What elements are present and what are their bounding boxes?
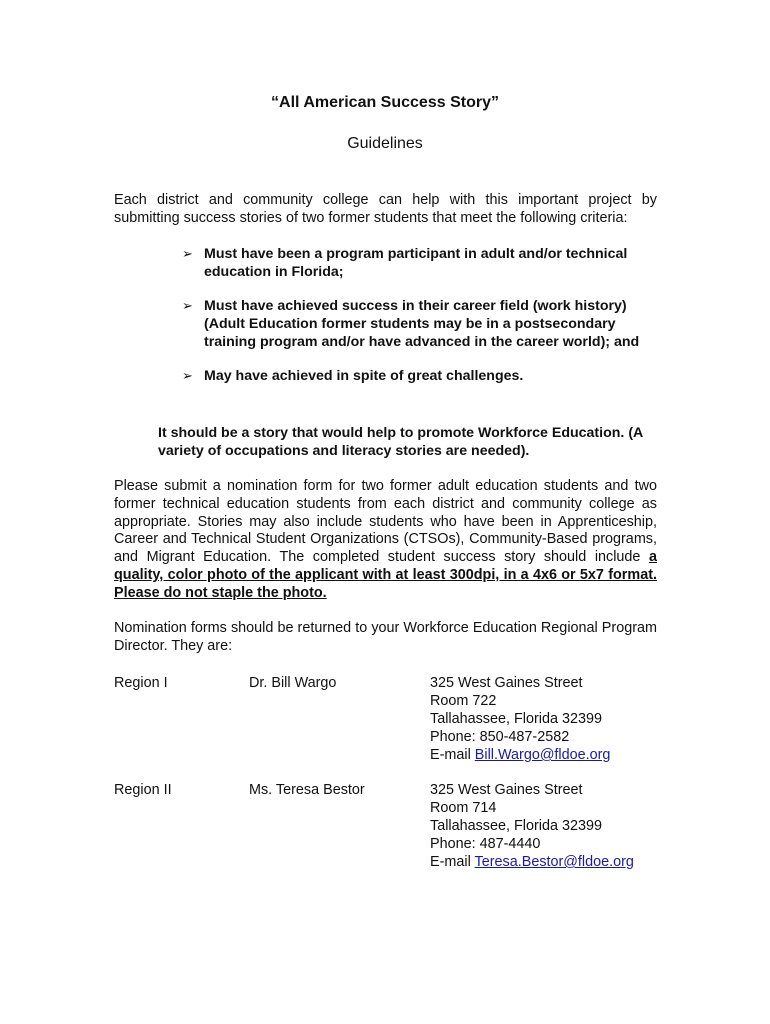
region-label: Region II bbox=[114, 782, 172, 798]
address-city: Tallahassee, Florida 32399 bbox=[430, 711, 602, 727]
criteria-item bbox=[182, 297, 657, 351]
submission-paragraph bbox=[114, 478, 657, 603]
document-title: “All American Success Story” bbox=[271, 94, 499, 111]
address-room: Room 722 bbox=[430, 693, 497, 709]
arrow-bullet-icon: ➢ bbox=[182, 368, 193, 383]
criteria-text: Must have been a program participant in adult and/or technical education in Florida; bbox=[204, 246, 628, 280]
director-name: Dr. Bill Wargo bbox=[249, 675, 337, 691]
email-label: E-mail bbox=[430, 747, 471, 763]
director-address bbox=[430, 781, 634, 871]
address-street: 325 West Gaines Street bbox=[430, 675, 583, 691]
address-email-line bbox=[430, 853, 634, 871]
address-phone: Phone: 850-487-2582 bbox=[430, 729, 570, 745]
criteria-text: May have achieved in spite of great challenges. bbox=[204, 368, 524, 384]
arrow-bullet-icon: ➢ bbox=[182, 246, 193, 261]
submission-text: Please submit a nomination form for two former adult education students and two former technical education students from each district and community college as appropriate. Stories may also include students who have been in Apprenticeship, Career and Technical Student Organizations (CTSOs), Community-Based programs, and Migrant Education. The completed student success story should include bbox=[114, 478, 657, 566]
address-city: Tallahassee, Florida 32399 bbox=[430, 818, 602, 834]
email-link[interactable]: Bill.Wargo@fldoe.org bbox=[474, 747, 611, 763]
criteria-text: Must have achieved success in their career field (work history) (Adult Education former students may be in a postsecondary training program and/or have advanced in the career world); and bbox=[204, 298, 640, 350]
address-street: 325 West Gaines Street bbox=[430, 782, 583, 798]
address-room: Room 714 bbox=[430, 800, 497, 816]
address-phone: Phone: 487-4440 bbox=[430, 836, 541, 852]
criteria-item bbox=[182, 245, 657, 281]
document-subtitle: Guidelines bbox=[347, 135, 423, 152]
arrow-bullet-icon: ➢ bbox=[182, 298, 193, 313]
promotion-note: It should be a story that would help to promote Workforce Education. (A variety of occupations and literacy stories are needed). bbox=[158, 425, 643, 459]
region-label: Region I bbox=[114, 675, 168, 691]
director-name: Ms. Teresa Bestor bbox=[249, 782, 365, 798]
email-label: E-mail bbox=[430, 854, 471, 870]
photo-requirement: a quality, color photo of the applicant with at least 300dpi, in a 4x6 or 5x7 format. Please do not staple the photo. bbox=[114, 549, 657, 601]
address-email-line bbox=[430, 746, 610, 764]
director-address bbox=[430, 674, 610, 764]
intro-paragraph: Each district and community college can help with this important project by submitting success stories of two former students that meet the following criteria: bbox=[114, 192, 657, 226]
return-paragraph: Nomination forms should be returned to your Workforce Education Regional Program Director. They are: bbox=[114, 620, 657, 654]
email-link[interactable]: Teresa.Bestor@fldoe.org bbox=[474, 854, 634, 870]
criteria-item bbox=[182, 367, 657, 385]
criteria-list bbox=[182, 245, 657, 385]
